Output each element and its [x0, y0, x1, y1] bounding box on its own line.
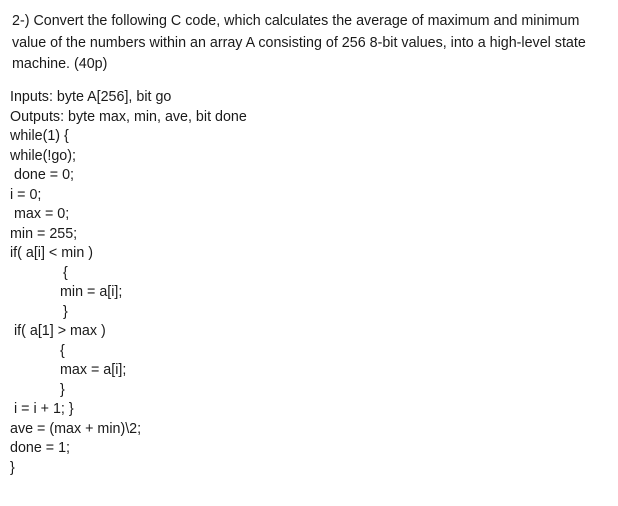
code-line-close-brace: }: [63, 303, 68, 320]
code-line-min-init: min = 255;: [10, 225, 78, 242]
code-line-open-brace: {: [60, 342, 65, 359]
code-line-max-init: max = 0;: [14, 206, 70, 222]
code-line-end-brace: }: [10, 459, 15, 476]
code-line-open-brace: {: [63, 264, 68, 281]
code-line-if-min: if( a[i] < min ): [10, 245, 94, 261]
code-line-inputs: Inputs: byte A[256], bit go: [10, 89, 172, 105]
code-line-done-reset: done = 0;: [14, 167, 75, 183]
code-listing: [10, 88, 247, 478]
code-line-while: while(1) {: [10, 128, 69, 144]
code-line-increment: i = i + 1; }: [14, 401, 74, 417]
code-line-min-assign: min = a[i];: [60, 284, 123, 300]
code-line-average: ave = (max + min)\2;: [10, 420, 142, 437]
code-line-if-max: if( a[1] > max ): [14, 323, 106, 339]
code-line-close-brace: }: [60, 381, 65, 398]
question-text: 2-) Convert the following C code, which calculates the average of maximum and minimum value of the numbers within an array A consisting of 256 8-bit values, into a high-level state machine. (40p): [12, 13, 586, 72]
code-line-max-assign: max = a[i];: [60, 362, 127, 378]
code-line-outputs: Outputs: byte max, min, ave, bit done: [10, 108, 247, 125]
code-line-done-set: done = 1;: [10, 440, 71, 456]
code-line-wait-go: while(!go);: [10, 147, 76, 164]
code-line-i-init: i = 0;: [10, 186, 42, 203]
